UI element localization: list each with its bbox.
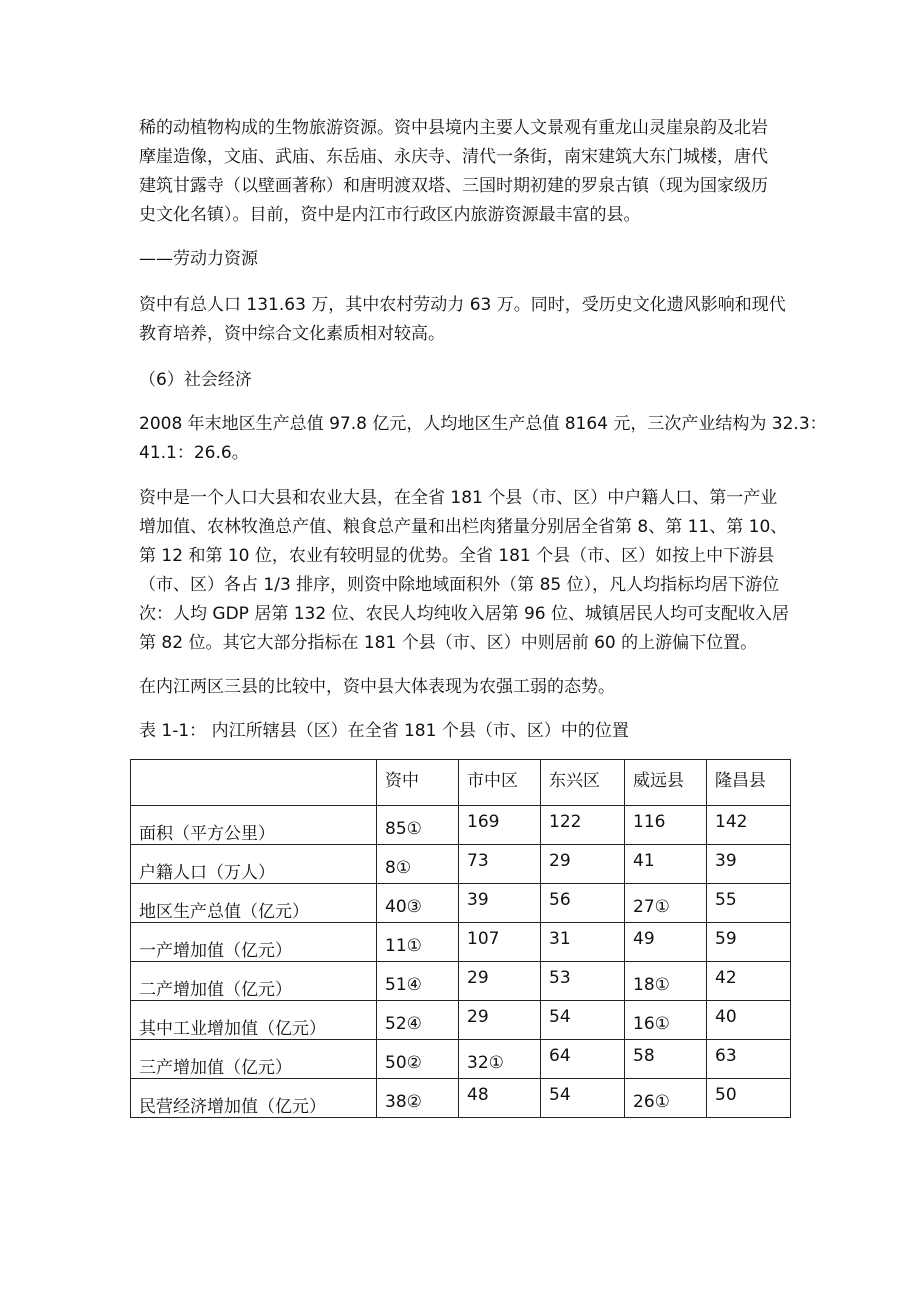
table-cell: 32① — [459, 1040, 541, 1079]
text-line: ——劳动力资源 — [139, 249, 258, 269]
table-row — [131, 962, 791, 1001]
table-cell: 51④ — [377, 962, 459, 1001]
text-line: 资中有总人口 131.63 万，其中农村劳动力 63 万。同时，受历史文化遗风影响和现代 — [139, 295, 786, 315]
text-line: 摩崖造像，文庙、武庙、东岳庙、永庆寺、清代一条街，南宋建筑大东门城楼，唐代 — [139, 147, 768, 167]
text-line: 2008 年末地区生产总值 97.8 亿元，人均地区生产总值 8164 元，三次产业结构为 32.3： — [139, 414, 827, 434]
text-line: 第 82 位。其它大部分指标在 181 个县（市、区）中则居前 60 的上游偏下位置。 — [139, 633, 758, 653]
table-row — [131, 1040, 791, 1079]
table-cell: 73 — [459, 845, 541, 884]
table-cell: 64 — [541, 1040, 625, 1079]
text-line: 史文化名镇）。目前，资中是内江市行政区内旅游资源最丰富的县。 — [139, 205, 641, 225]
table-cell: 42 — [707, 962, 791, 1001]
header-cell: 东兴区 — [541, 760, 625, 806]
table-cell: 63 — [707, 1040, 791, 1079]
table-row — [131, 884, 791, 923]
row-label: 户籍人口（万人） — [131, 845, 377, 884]
text-line: （6）社会经济 — [139, 370, 252, 390]
row-label: 二产增加值（亿元） — [131, 962, 377, 1001]
header-cell: 资中 — [377, 760, 459, 806]
table-cell: 107 — [459, 923, 541, 962]
paragraph-ranking — [139, 484, 799, 658]
text-line: 建筑甘露寺（以壁画著称）和唐明渡双塔、三国时期初建的罗泉古镇（现为国家级历 — [139, 176, 768, 196]
row-label: 一产增加值（亿元） — [131, 923, 377, 962]
table-cell: 50② — [377, 1040, 459, 1079]
table-cell: 29 — [459, 962, 541, 1001]
table-row — [131, 1001, 791, 1040]
header-cell: 隆昌县 — [707, 760, 791, 806]
table-cell: 29 — [541, 845, 625, 884]
table-cell: 8① — [377, 845, 459, 884]
table-cell: 16① — [625, 1001, 707, 1040]
table-cell: 56 — [541, 884, 625, 923]
table-cell: 41 — [625, 845, 707, 884]
table-cell: 18① — [625, 962, 707, 1001]
table-cell: 11① — [377, 923, 459, 962]
table-row — [131, 1079, 791, 1118]
table-row — [131, 923, 791, 962]
table-cell: 49 — [625, 923, 707, 962]
table-cell: 40③ — [377, 884, 459, 923]
table-cell: 169 — [459, 806, 541, 845]
table-cell: 54 — [541, 1079, 625, 1118]
header-cell: 市中区 — [459, 760, 541, 806]
table-cell: 50 — [707, 1079, 791, 1118]
text-line: 资中是一个人口大县和农业大县，在全省 181 个县（市、区）中户籍人口、第一产业 — [139, 488, 778, 508]
table-cell: 27① — [625, 884, 707, 923]
text-line: 教育培养，资中综合文化素质相对较高。 — [139, 324, 445, 344]
table-cell: 116 — [625, 806, 707, 845]
table-caption — [139, 717, 799, 746]
table-row — [131, 845, 791, 884]
county-ranking-table — [130, 759, 791, 1118]
table-cell: 52④ — [377, 1001, 459, 1040]
table-cell: 53 — [541, 962, 625, 1001]
row-label: 三产增加值（亿元） — [131, 1040, 377, 1079]
text-line: 41.1：26.6。 — [139, 443, 249, 463]
text-line: 在内江两区三县的比较中，资中县大体表现为农强工弱的态势。 — [139, 677, 615, 697]
row-label: 其中工业增加值（亿元） — [131, 1001, 377, 1040]
table-cell: 48 — [459, 1079, 541, 1118]
paragraph-comparison — [139, 673, 799, 702]
table-header-row — [131, 760, 791, 806]
paragraph-tourism — [139, 114, 799, 230]
paragraph-gdp — [139, 410, 827, 468]
table-cell: 55 — [707, 884, 791, 923]
table-cell: 122 — [541, 806, 625, 845]
table-cell: 39 — [459, 884, 541, 923]
table-row — [131, 806, 791, 845]
text-line: 增加值、农林牧渔总产值、粮食总产量和出栏肉猪量分别居全省第 8、第 11、第 10、 — [139, 517, 788, 537]
text-line: 次：人均 GDP 居第 132 位、农民人均纯收入居第 96 位、城镇居民人均可支配收入居 — [139, 604, 790, 624]
row-label: 面积（平方公里） — [131, 806, 377, 845]
paragraph-labor — [139, 291, 799, 349]
row-label: 地区生产总值（亿元） — [131, 884, 377, 923]
table-cell: 85① — [377, 806, 459, 845]
header-cell: 威远县 — [625, 760, 707, 806]
section-heading-labor — [139, 245, 799, 274]
table-cell: 31 — [541, 923, 625, 962]
text-line: （市、区）各占 1/3 排序，则资中除地域面积外（第 85 位），凡人均指标均居下游位 — [139, 575, 780, 595]
table-cell: 58 — [625, 1040, 707, 1079]
table-cell: 59 — [707, 923, 791, 962]
text-line: 第 12 和第 10 位，农业有较明显的优势。全省 181 个县（市、区）如按上中下游县 — [139, 546, 775, 566]
table-cell: 29 — [459, 1001, 541, 1040]
section-heading-economy — [139, 366, 799, 395]
row-label: 民营经济增加值（亿元） — [131, 1079, 377, 1118]
table-cell: 40 — [707, 1001, 791, 1040]
table-cell: 39 — [707, 845, 791, 884]
table-cell: 26① — [625, 1079, 707, 1118]
table-cell: 142 — [707, 806, 791, 845]
table-cell: 38② — [377, 1079, 459, 1118]
text-line: 表 1-1： 内江所辖县（区）在全省 181 个县（市、区）中的位置 — [139, 721, 629, 741]
table-cell: 54 — [541, 1001, 625, 1040]
text-line: 稀的动植物构成的生物旅游资源。资中县境内主要人文景观有重龙山灵崖泉韵及北岩 — [139, 118, 768, 138]
header-cell — [131, 760, 377, 806]
